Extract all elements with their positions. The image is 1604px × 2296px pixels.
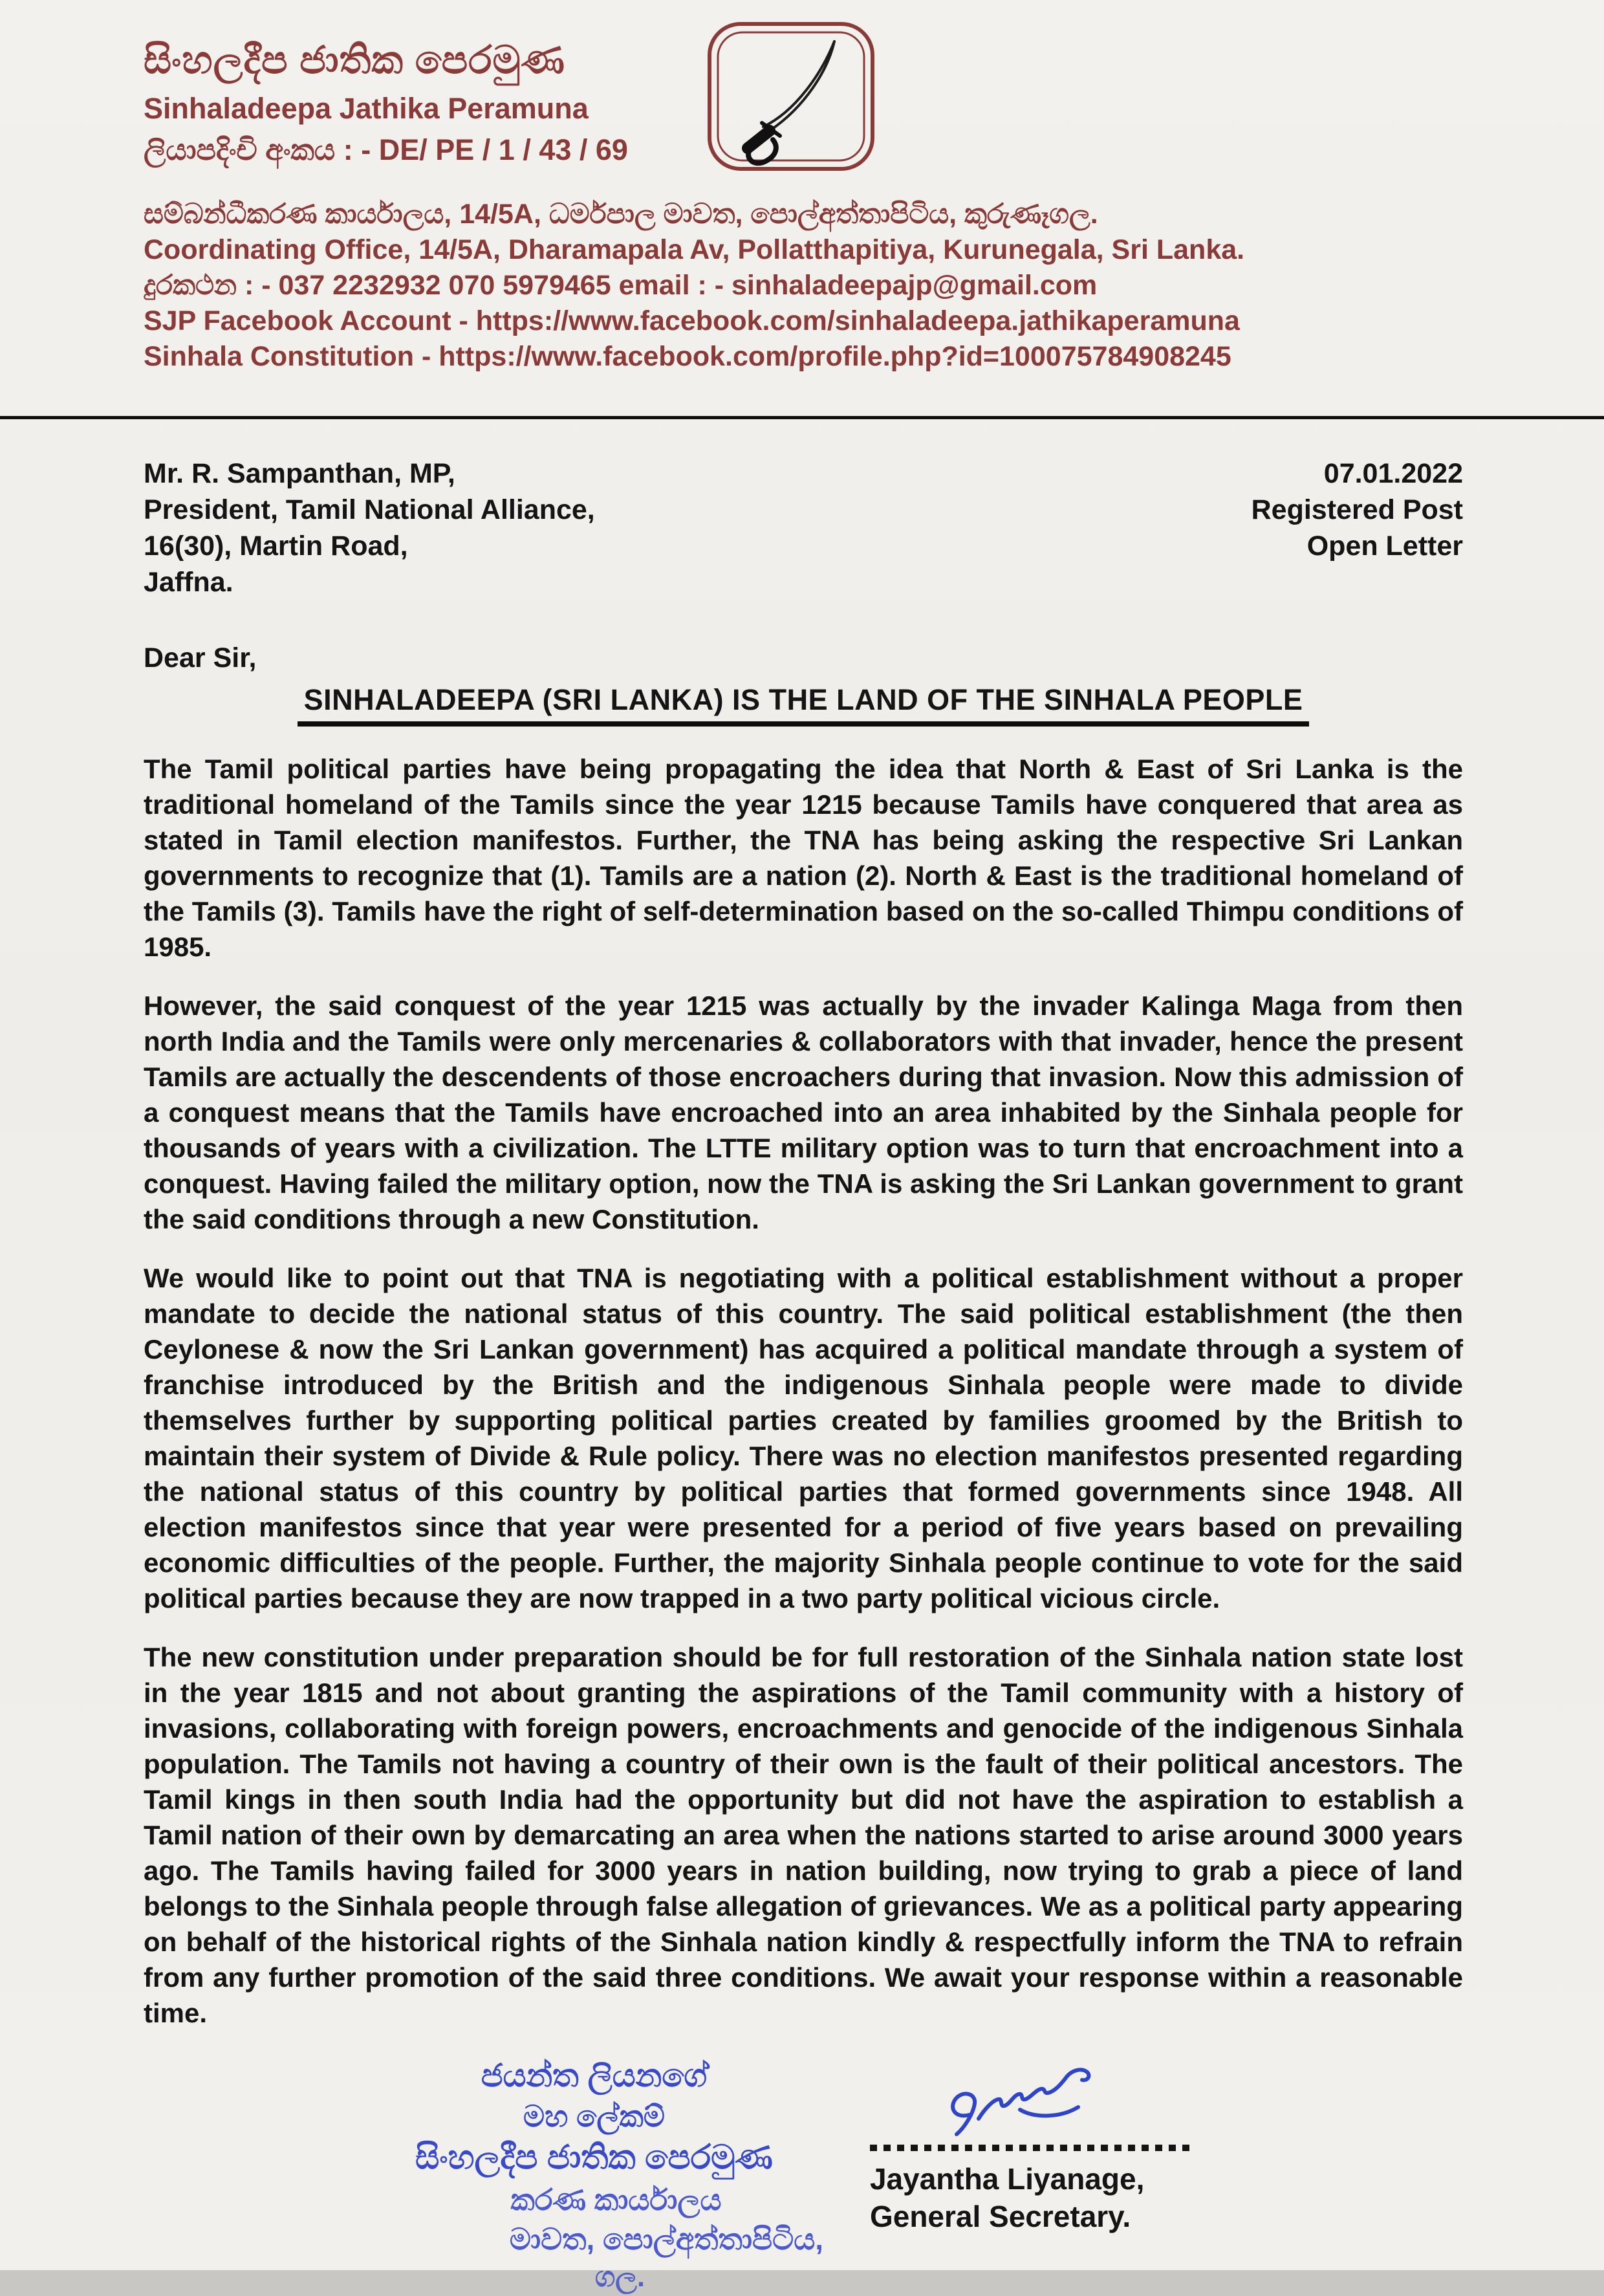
signature-dotted-line	[870, 2145, 1193, 2151]
recipient-role: President, Tamil National Alliance,	[144, 494, 595, 525]
letter-body	[144, 751, 1463, 2031]
letterhead	[144, 38, 1463, 375]
stamp-party-name-si: සිංහලදීප ජාතික පෙරමුණ	[415, 2139, 773, 2177]
letter-type: Open Letter	[1306, 530, 1463, 562]
signatory-title: General Secretary.	[869, 2199, 1131, 2233]
letter-meta	[1252, 455, 1463, 600]
stamp-signatory-name-si: ජයන්ත ලියනගේ	[481, 2057, 708, 2094]
handwritten-signature-icon	[941, 2055, 1148, 2139]
facebook-account-line: SJP Facebook Account - https://www.facebook.com/sinhaladeepa.jathikaperamuna	[144, 305, 1240, 336]
post-type: Registered Post	[1251, 494, 1463, 525]
coordinating-office-sinhala: සම්බන්ධීකරණ කාර්යාලය, 14/5A, ධර්මපාල මාවත, පොල්අත්තාපිටිය, කුරුණෑගල.	[144, 199, 1098, 230]
subject-wrap	[144, 683, 1463, 727]
contact-block	[144, 197, 1463, 375]
registration-number-line: ලියාපදිංචි අංකය : - DE/ PE / 1 / 43 / 69	[144, 133, 628, 166]
official-stamp-sinhala	[415, 2054, 824, 2296]
party-name-sinhala: සිංහලදීප ජාතික පෙරමුණ	[144, 38, 566, 82]
paragraph-3: We would like to point out that TNA is negotiating with a political establishment without a proper mandate to decide the national status of this country. The said political establishment (the then Ceylonese & now the Sri Lankan government) has acquired a political mandate through a system of franchise introduced by the British and the indigenous Sinhala people were made to divide themselves further by supporting political parties created by families groomed by the British to maintain their system of Divide & Rule policy. There was no election manifestos presented regarding the national status of this country by political parties that formed governments since 1948. All election manifestos since that year were presented for a period of five years based on prevailing economic difficulties of the people. Further, the majority Sinhala people continue to vote for the said political parties because they are now trapped in a two party political vicious circle.	[144, 1262, 1463, 1613]
sinhala-constitution-line: Sinhala Constitution - https://www.facebook.com/profile.php?id=100075784908245	[144, 341, 1231, 372]
subject-heading: SINHALADEEPA (SRI LANKA) IS THE LAND OF THE SINHALA PEOPLE	[298, 683, 1310, 727]
recipient-address	[144, 455, 595, 600]
paragraph-2: However, the said conquest of the year 1215 was actually by the invader Kalinga Maga from then north India and the Tamils were only mercenaries & collaborators with that invader, hence the present Tamils are actually the descendents of those encroachers during that invasion. Now this admission of a conquest means that the Tamils have encroached into an area inhabited by the Sinhala people for thousands of years with a civilization. The LTTE military option was to turn that encroachment into a conquest. Having failed the military option, now the TNA is asking the Sri Lankan government to grant the said conditions through a new Constitution.	[144, 990, 1463, 1234]
signature-block	[870, 2054, 1193, 2235]
stamp-office-si: කරණ කාර්යාලය	[510, 2182, 722, 2216]
stamp-street-si: මාවත, පොල්අත්තාපිටිය,	[509, 2222, 824, 2256]
address-and-meta-row	[144, 455, 1463, 600]
stamp-title-si: මහ ලේකම්	[523, 2099, 665, 2133]
stamp-city-si: ගල.	[594, 2261, 645, 2293]
header-divider	[0, 416, 1604, 419]
signatory-name: Jayantha Liyanage,	[869, 2161, 1145, 2196]
signature-section	[144, 2054, 1463, 2296]
phone-email-line: දුරකථන : - 037 2232932 070 5979465 email : - sinhaladeepajp@gmail.com	[144, 270, 1098, 301]
recipient-city: Jaffna.	[144, 567, 233, 598]
salutation: Dear Sir,	[144, 642, 257, 673]
sword-emblem-icon	[705, 19, 877, 173]
party-name-english: Sinhaladeepa Jathika Peramuna	[144, 92, 589, 125]
letter-date: 07.01.2022	[1323, 458, 1463, 489]
coordinating-office-english: Coordinating Office, 14/5A, Dharamapala Av, Pollatthapitiya, Kurunegala, Sri Lanka.	[144, 234, 1245, 265]
recipient-name: Mr. R. Sampanthan, MP,	[144, 458, 455, 489]
paragraph-1: The Tamil political parties have being propagating the idea that North & East of Sri Lanka is the traditional homeland of the Tamils since the year 1215 because Tamils have conquered that area as stated in Tamil election manifestos. Further, the TNA has being asking the respective Sri Lankan governments to recognize that (1). Tamils are a nation (2). North & East is the traditional homeland of the Tamils (3). Tamils have the right of self-determination based on the so-called Thimpu conditions of 1985.	[144, 753, 1463, 962]
recipient-street: 16(30), Martin Road,	[144, 530, 408, 562]
paragraph-4: The new constitution under preparation should be for full restoration of the Sinhala nation state lost in the year 1815 and not about granting the aspirations of the Tamil community with a history of invasions, collaborating with foreign powers, encroachments and genocide of the indigenous Sinhala population. The Tamils not having a country of their own is the fault of their political ancestors. The Tamil kings in then south India had the opportunity but did not have the aspiration to establish a Tamil nation of their own by demarcating an area when the nations started to arise around 3000 years ago. The Tamils having failed for 3000 years in nation building, now trying to grab a piece of land belongs to the Sinhala people through false allegation of grievances. We as a political party appearing on behalf of the historical rights of the Sinhala nation kindly & respectfully inform the TNA to refrain from any further promotion of the said three conditions. We await your response within a reasonable time.	[144, 1641, 1463, 2028]
